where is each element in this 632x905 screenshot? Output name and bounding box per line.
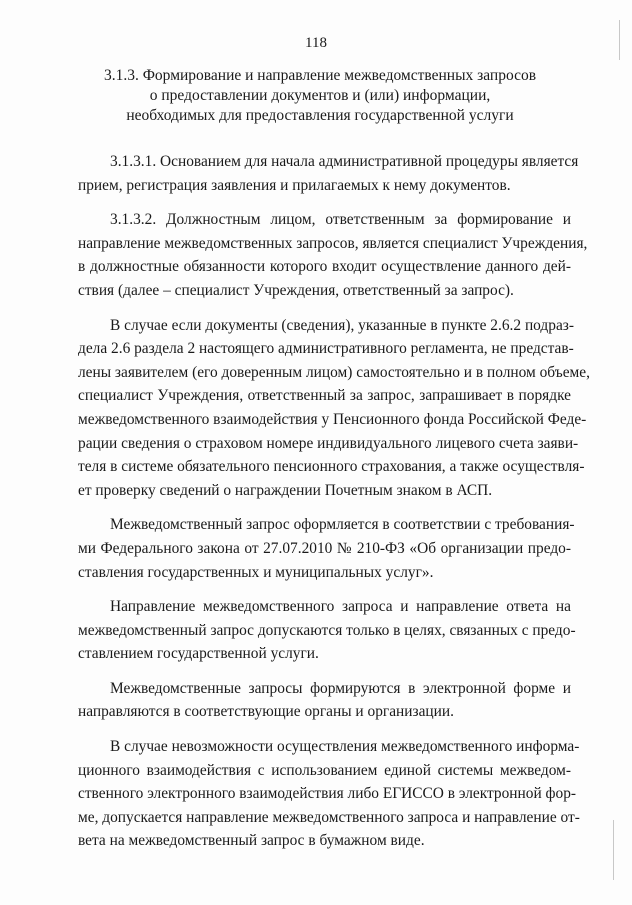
- text-line: межведомственный запрос допускаются только в целях, связанных с предо-: [78, 621, 576, 639]
- heading-line: 3.1.3. Формирование и направление межведомственных запросов: [103, 67, 537, 84]
- text-line: ет проверку сведений о награждении Почетным знаком в АСП.: [78, 481, 493, 499]
- text-line: Направление межведомственного запроса и направление ответа на: [110, 598, 571, 616]
- text-line: вета на межведомственный запрос в бумажном виде.: [78, 832, 425, 850]
- text-line: 3.1.3.1. Основанием для начала административной процедуры является: [110, 153, 579, 170]
- paragraph: [78, 314, 590, 503]
- text-line: ственного электронного взаимодействия либо ЕГИССО в электронной фор-: [78, 785, 577, 803]
- paragraph: [78, 513, 575, 584]
- text-line: специалист Учреждения, ответственный за запрос, запрашивает в порядке: [78, 387, 571, 405]
- text-line: в должностные обязанности которого входит осуществление данного дей-: [78, 258, 571, 276]
- paragraph: [78, 150, 579, 197]
- text-line: направление межведомственных запросов, является специалист Учреждения,: [78, 234, 588, 252]
- text-line: Межведомственный запрос оформляется в соответствии с требования-: [110, 516, 575, 534]
- text-line: ме, допускается направление межведомственного запроса и направление от-: [78, 808, 580, 826]
- text-line: направляются в соответствующие органы и организации.: [78, 703, 454, 721]
- heading-line: о предоставлении документов и (или) информации,: [149, 87, 491, 104]
- text-line: ставлением государственной услуги.: [78, 645, 319, 663]
- text-line: Межведомственные запросы формируются в электронной форме и: [110, 679, 571, 697]
- page-number: 118: [305, 35, 327, 51]
- paragraph: [78, 595, 576, 666]
- text-line: 3.1.3.2. Должностным лицом, ответственным за формирование и: [110, 211, 571, 229]
- text-line: В случае невозможности осуществления межведомственного информа-: [110, 738, 580, 756]
- text-line: прием, регистрация заявления и прилагаемых к нему документов.: [78, 176, 511, 194]
- text-line: ствия (далее – специалист Учреждения, ответственный за запрос).: [78, 281, 514, 299]
- text-line: ми Федерального закона от 27.07.2010 № 210-ФЗ «Об организации предо-: [78, 539, 571, 557]
- heading-line: необходимых для предоставления государственной услуги: [126, 107, 514, 124]
- document-body: [78, 150, 590, 853]
- text-line: теля в системе обязательного пенсионного страхования, а также осуществля-: [78, 458, 585, 476]
- paragraph: [78, 735, 580, 853]
- paragraph: [78, 208, 588, 302]
- section-heading: [60, 66, 580, 126]
- text-line: ставления государственных и муниципальных услуг».: [78, 563, 434, 581]
- paragraph: [78, 677, 571, 724]
- text-line: рации сведения о страховом номере индивидуального лицевого счета заяви-: [78, 434, 579, 452]
- text-line: В случае если документы (сведения), указанные в пункте 2.6.2 подраз-: [110, 316, 574, 334]
- scan-edge-mark: [613, 820, 614, 880]
- text-line: межведомственного взаимодействия у Пенсионного фонда Российской Феде-: [78, 410, 587, 428]
- text-line: ционного взаимодействия с использованием единой системы межведом-: [78, 761, 571, 779]
- text-line: дела 2.6 раздела 2 настоящего административного регламента, не представ-: [78, 340, 574, 358]
- text-line: лены заявителем (его доверенным лицом) самостоятельно и в полном объеме,: [78, 363, 590, 381]
